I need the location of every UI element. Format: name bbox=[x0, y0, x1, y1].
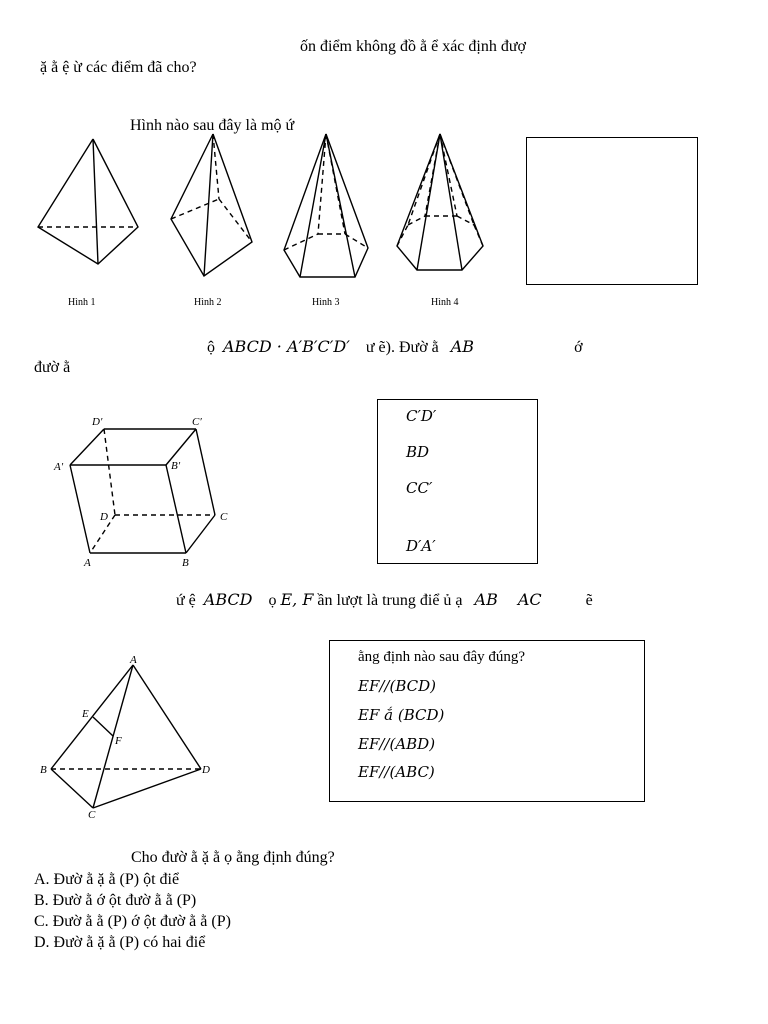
caption-hinh-4: Hình 4 bbox=[431, 297, 459, 308]
q5-answer-b: B. Đườ ằ ớ ột đườ ằ ằ (P) bbox=[34, 892, 197, 909]
q3-prompt: ộ ABCD · A′B′C′D′ ư ẽ). Đườ ằ AB ớ bbox=[207, 337, 583, 356]
vertex-c: C bbox=[220, 511, 228, 523]
q3-option-a: C′D′ bbox=[406, 407, 437, 425]
vertex-d-prime: D′ bbox=[92, 416, 103, 428]
q4-option-a: EF//(BCD) bbox=[358, 677, 436, 695]
q4-prompt: ứ ệ ABCD ọ E, F ần lượt là trung điể ủ ạ AB AC ẽ bbox=[176, 590, 593, 609]
caption-hinh-2: Hình 2 bbox=[194, 297, 222, 308]
vertex-e: E bbox=[82, 708, 89, 720]
q4-statement: ằng định nào sau đây đúng? bbox=[358, 649, 526, 665]
q3-option-d: D′A′ bbox=[406, 537, 436, 555]
vertex-c-prime: C′ bbox=[192, 416, 202, 428]
q5-answer-a: A. Đườ ằ ặ ằ (P) ột điể bbox=[34, 871, 180, 888]
q2-prompt: Hình nào sau đây là mộ ứ bbox=[130, 117, 295, 134]
q3-option-b: BD bbox=[406, 443, 430, 461]
vertex-c: C bbox=[88, 809, 96, 821]
q5-prompt: Cho đườ ằ ặ ằ ọ ằng định đúng? bbox=[131, 849, 335, 866]
q4-option-c: EF//(ABD) bbox=[358, 735, 436, 753]
vertex-a: A bbox=[130, 654, 137, 666]
q3-line2: đườ ằ bbox=[34, 359, 71, 376]
vertex-a: A bbox=[84, 557, 91, 569]
caption-hinh-1: Hình 1 bbox=[68, 297, 96, 308]
vertex-d: D bbox=[202, 764, 210, 776]
caption-hinh-3: Hình 3 bbox=[312, 297, 340, 308]
vertex-d: D bbox=[100, 511, 108, 523]
q1-line2: ặ ằ ệ ừ các điểm đã cho? bbox=[40, 59, 197, 76]
q3-option-c: CC′ bbox=[406, 479, 433, 497]
vertex-b-prime: B′ bbox=[171, 460, 181, 472]
q5-answer-c: C. Đườ ằ ằ (P) ớ ột đườ ằ ằ (P) bbox=[34, 913, 231, 930]
q4-option-d: EF//(ABC) bbox=[358, 763, 435, 781]
q5-answer-d: D. Đườ ằ ặ ằ (P) có hai điể bbox=[34, 934, 206, 951]
q4-option-b: EF ắ (BCD) bbox=[358, 706, 445, 724]
vertex-b: B bbox=[182, 557, 189, 569]
q4-options-box bbox=[329, 640, 645, 802]
q1-line1: ốn điểm không đồ ằ ể xác định đượ bbox=[300, 38, 526, 55]
vertex-b: B bbox=[40, 764, 47, 776]
vertex-f: F bbox=[115, 735, 122, 747]
vertex-a-prime: A′ bbox=[54, 461, 64, 473]
